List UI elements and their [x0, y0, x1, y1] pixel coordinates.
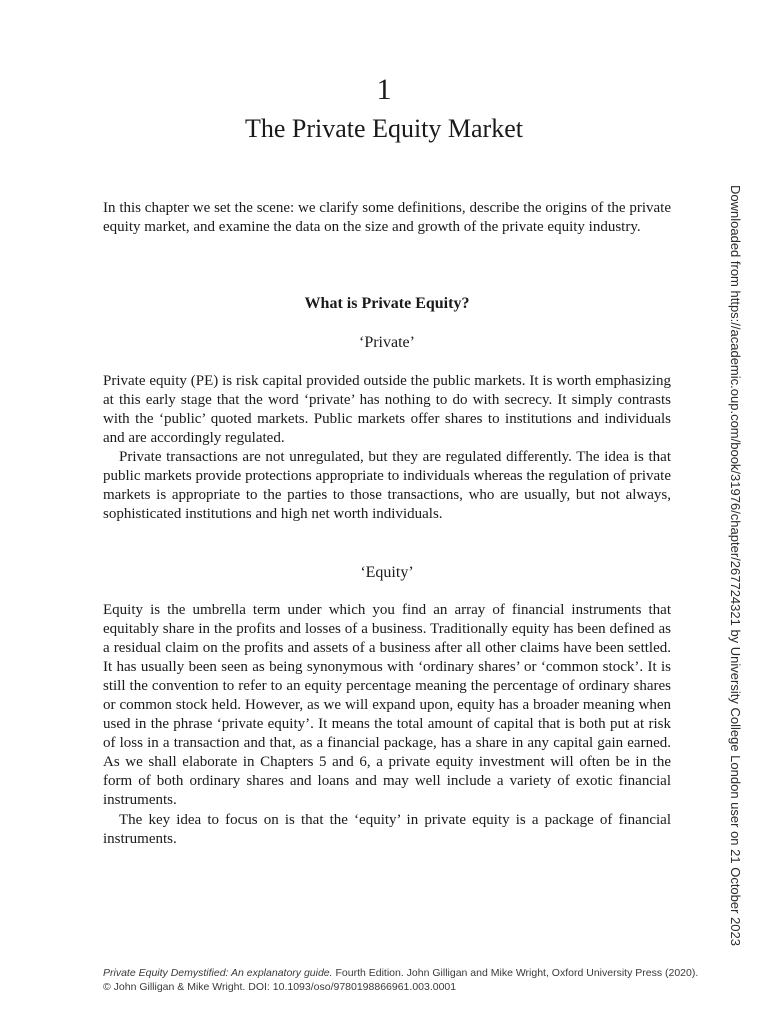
equity-paragraph-1: Equity is the umbrella term under which you find an array of financial instruments that equitably share in the profits and losses of a business. Traditionally equity has been defined as a residual claim on the profits and assets of a business after all other claims have been settled. It has usually been seen as being synonymous with ‘ordinary shares’ or ‘common stock’. It is still the convention to refer to an equity percentage meaning the percentage of ordinary shares or common stock held. However, as we will expand upon, equity has a broader meaning when used in the phrase ‘private equity’. It means the total amount of capital that is both put at risk of loss in a transaction and that, as a financial package, has a share in any capital gain earned. As we shall elaborate in Chapters 5 and 6, a private equity investment will often be in the form of both ordinary shares and loans and may well include a variety of exotic financial instruments.	[103, 602, 671, 808]
private-paragraph-2: Private transactions are not unregulated, but they are regulated differently. The idea is that public markets provide protections appropriate to individuals whereas the regulation of private markets is appropriate to the parties to those transactions, who are usually, but not always, sophisticated institutions and high net worth individuals.	[103, 449, 671, 522]
chapter-number: 1	[376, 73, 392, 106]
equity-paragraph-2: The key idea to focus on is that the ‘equity’ in private equity is a package of financial instruments.	[103, 812, 671, 847]
chapter-title: The Private Equity Market	[245, 114, 523, 143]
section-heading: What is Private Equity?	[304, 295, 470, 312]
footer-edition: Fourth Edition. John Gilligan and Mike Wright, Oxford University Press (2020).	[332, 967, 699, 979]
footer-citation	[103, 967, 699, 980]
private-subheading: ‘Private’	[359, 334, 415, 351]
footer-book-title: Private Equity Demystified: An explanatory guide.	[103, 967, 333, 979]
download-side-note: Downloaded from https://academic.oup.com/book/31976/chapter/267724321 by University College London user on 21 October 2023	[728, 185, 743, 946]
equity-subheading: ‘Equity’	[360, 564, 414, 581]
private-paragraph-1: Private equity (PE) is risk capital provided outside the public markets. It is worth emphasizing at this early stage that the word ‘private’ has nothing to do with secrecy. It simply contrasts with the ‘public’ quoted markets. Public markets offer shares to institutions and individuals and are accordingly regulated.	[103, 373, 671, 446]
intro-paragraph: In this chapter we set the scene: we clarify some definitions, describe the origins of the private equity market, and examine the data on the size and growth of the private equity industry.	[103, 200, 671, 235]
footer-copyright: © John Gilligan & Mike Wright. DOI: 10.1093/oso/9780198866961.003.0001	[103, 981, 457, 993]
